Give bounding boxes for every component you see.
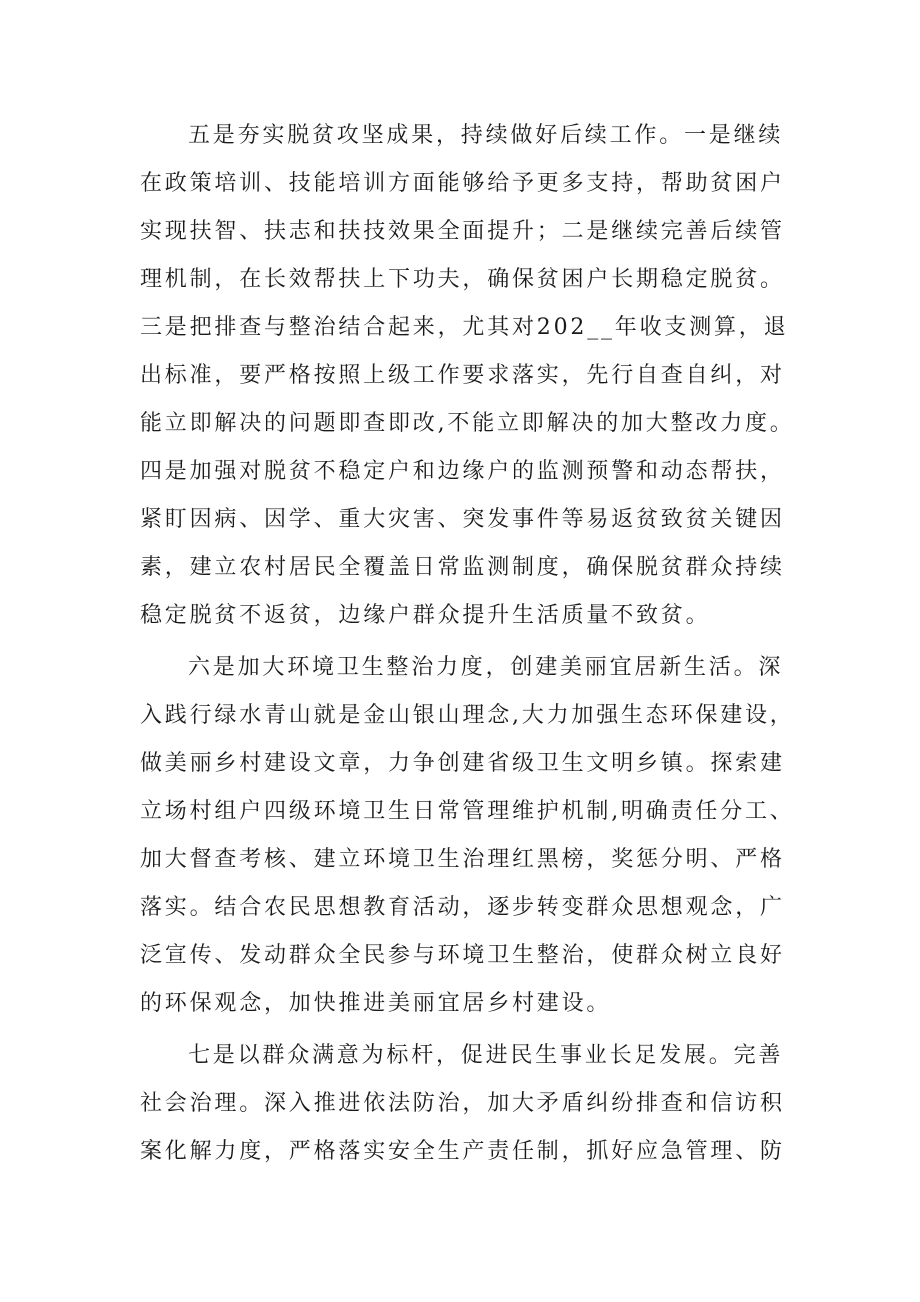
paragraph-6-line-1: 六是加大环境卫生整治力度，创建美丽宜居新生活。深 <box>188 655 784 680</box>
paragraph-6-line-6: 落实。结合农民思想教育活动，逐步转变群众思想观念，广 <box>140 895 785 920</box>
paragraph-6-line-7: 泛宣传、发动群众全民参与环境卫生整治，使群众树立良好 <box>140 943 785 968</box>
paragraph-5-line-2: 在政策培训、技能培训方面能够给予更多支持，帮助贫困户 <box>140 171 785 196</box>
paragraph-7-line-1: 七是以群众满意为标杆，促进民生事业长足发展。完善 <box>188 1043 784 1068</box>
paragraph-5-line-9: 紧盯因病、因学、重大灾害、突发事件等易返贫致贫关键因 <box>140 507 785 532</box>
paragraph-5-line-5: 三是把排查与整治结合起来，尤其对202__年收支测算，退 <box>140 315 789 340</box>
paragraph-6-line-5: 加大督查考核、建立环境卫生治理红黑榜，奖惩分明、严格 <box>140 847 785 872</box>
paragraph-6-line-4: 立场村组户四级环境卫生日常管理维护机制,明确责任分工、 <box>140 799 795 824</box>
paragraph-7-line-2: 社会治理。深入推进依法防治，加大矛盾纠纷排查和信访积 <box>140 1091 785 1116</box>
paragraph-5-line-10: 素，建立农村居民全覆盖日常监测制度，确保脱贫群众持续 <box>140 555 785 580</box>
paragraph-5-line-3: 实现扶智、扶志和扶技效果全面提升；二是继续完善后续管 <box>140 219 785 244</box>
paragraph-5-line-4: 理机制，在长效帮扶上下功夫，确保贫困户长期稳定脱贫。 <box>140 267 785 292</box>
paragraph-7-line-3: 案化解力度，严格落实安全生产责任制，抓好应急管理、防 <box>140 1139 785 1164</box>
paragraph-5-line-1: 五是夯实脱贫攻坚成果，持续做好后续工作。一是继续 <box>188 123 784 148</box>
paragraph-5-line-8: 四是加强对脱贫不稳定户和边缘户的监测预警和动态帮扶， <box>140 459 785 484</box>
paragraph-6-line-8: 的环保观念，加快推进美丽宜居乡村建设。 <box>140 991 612 1016</box>
paragraph-6-line-3: 做美丽乡村建设文章，力争创建省级卫生文明乡镇。探索建 <box>140 751 785 776</box>
paragraph-6-line-2: 入践行绿水青山就是金山银山理念,大力加强生态环保建设， <box>140 703 795 728</box>
paragraph-5-line-7: 能立即解决的问题即查即改,不能立即解决的加大整改力度。 <box>140 411 795 436</box>
paragraph-5-line-6: 出标准，要严格按照上级工作要求落实，先行自查自纠，对 <box>140 363 785 388</box>
paragraph-5-line-11: 稳定脱贫不返贫，边缘户群众提升生活质量不致贫。 <box>140 603 711 628</box>
